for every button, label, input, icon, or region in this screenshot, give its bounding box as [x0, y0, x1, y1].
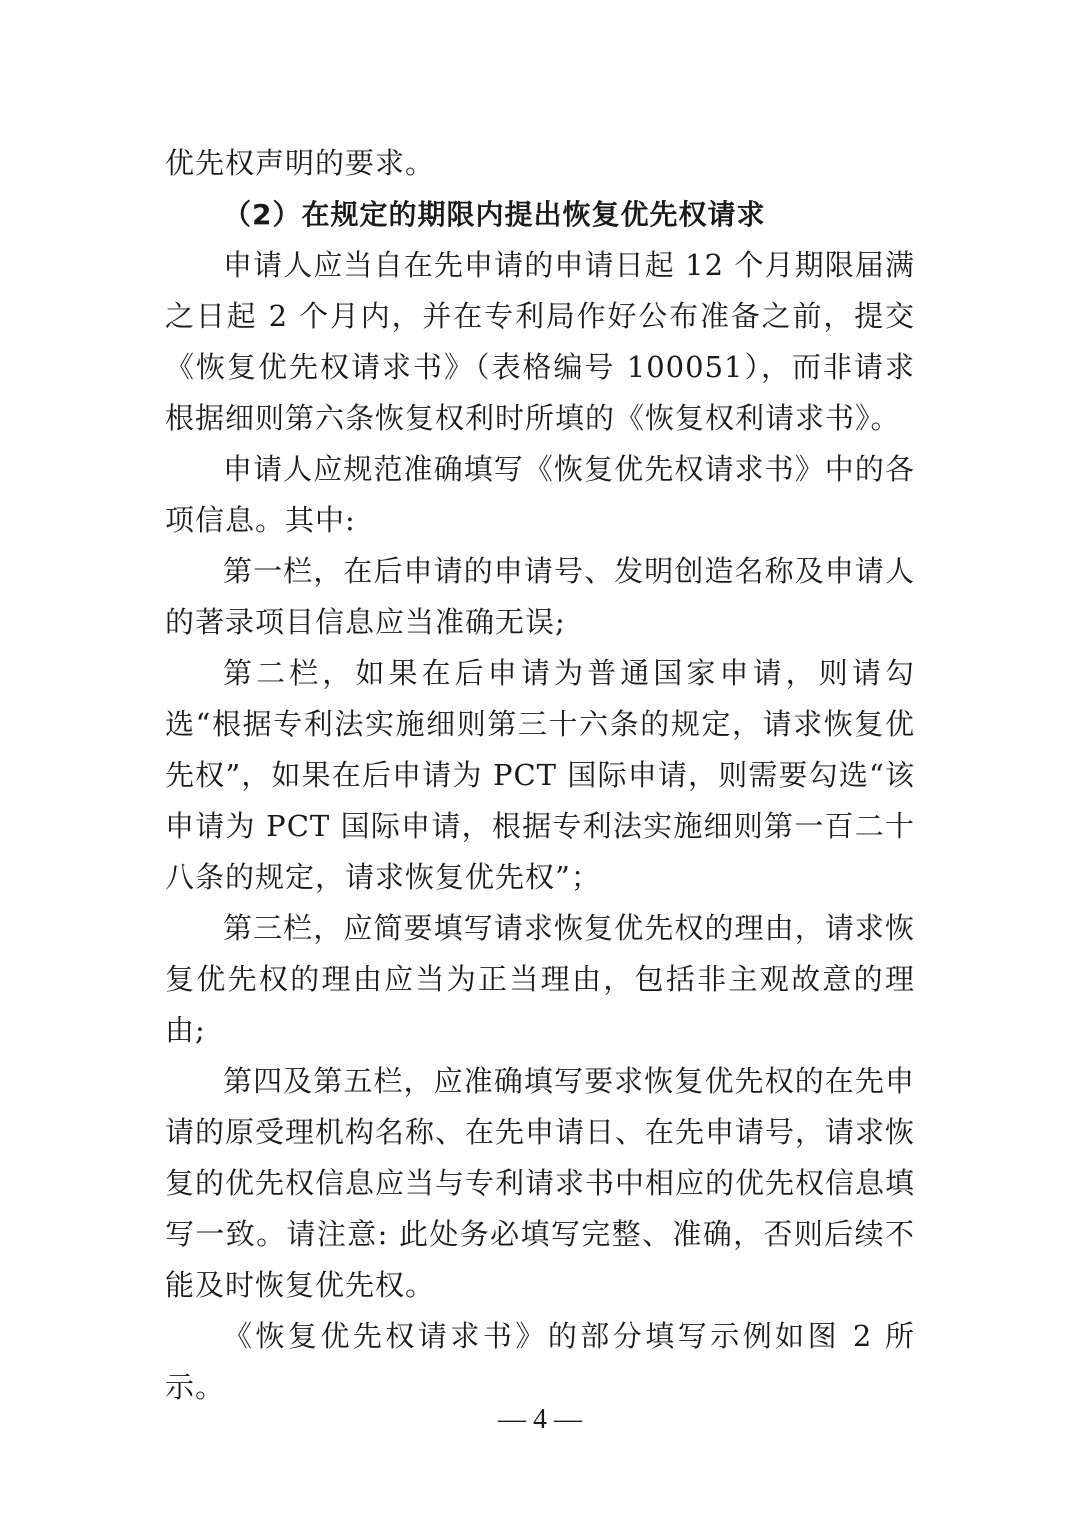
paragraph-column-two: 第二栏，如果在后申请为普通国家申请，则请勾选“根据专利法实施细则第三十六条的规定，请求恢复优先权”，如果在后申请为 PCT 国际申请，则需要勾选“该申请为 PCT 国际申请，根据专利法实施细则第一百二十八条的规定，请求恢复优先权”； — [165, 656, 915, 894]
page-number: — 4 — — [498, 1404, 582, 1435]
section-heading: （2）在规定的期限内提出恢复优先权请求 — [223, 198, 766, 231]
paragraph-deadline: 申请人应当自在先申请的申请日起 12 个月期限届满之日起 2 个月内，并在专利局作好公布准备之前，提交《恢复优先权请求书》（表格编号 100051），而非请求根据细则第六条恢复权利时所填的《恢复权利请求书》。 — [165, 248, 915, 435]
paragraph-example-reference: 《恢复优先权请求书》的部分填写示例如图 2 所示。 — [165, 1319, 915, 1404]
paragraph-column-one: 第一栏，在后申请的申请号、发明创造名称及申请人的著录项目信息应当准确无误; — [165, 554, 915, 639]
document-body — [165, 138, 915, 1413]
paragraph-column-four-five: 第四及第五栏，应准确填写要求恢复优先权的在先申请的原受理机构名称、在先申请日、在先申请号，请求恢复的优先权信息应当与专利请求书中相应的优先权信息填写一致。请注意: 此处务必填写完整、准确，否则后续不能及时恢复优先权。 — [165, 1064, 916, 1302]
paragraph-column-three: 第三栏，应简要填写请求恢复优先权的理由，请求恢复优先权的理由应当为正当理由，包括非主观故意的理由; — [165, 911, 915, 1047]
paragraph-continuation: 优先权声明的要求。 — [165, 146, 436, 180]
paragraph-form-info: 申请人应规范准确填写《恢复优先权请求书》中的各项信息。其中: — [165, 452, 915, 537]
